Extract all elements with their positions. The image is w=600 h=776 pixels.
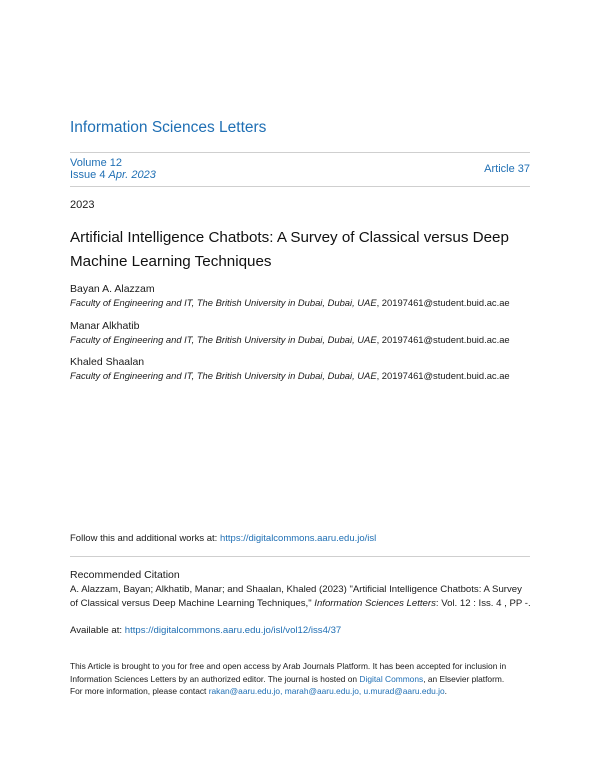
available-link[interactable]: https://digitalcommons.aaru.edu.jo/isl/vol12/iss4/37 (124, 625, 342, 636)
contact-email-link[interactable]: rakan@aaru.edu.jo, marah@aaru.edu.jo, u.murad@aaru.edu.jo (208, 686, 445, 696)
citation-body: A. Alazzam, Bayan; Alkhatib, Manar; and Shaalan, Khaled (2023) "Artificial Intelligence Chatbots: A Survey of Classical versus Deep Machine Learning Techniques," (70, 584, 522, 609)
issue-date: Apr. 2023 (108, 169, 156, 181)
available-line (70, 625, 341, 636)
affiliation-comma: , (376, 370, 380, 381)
notice-text: This Article is brought to you for free and open access by Arab Journals Platform. It has been accepted for inclusion in Information Sciences Letters by an authorized editor. The journal is hosted on (70, 661, 507, 684)
header-divider (70, 152, 530, 153)
author-affiliation (70, 334, 510, 345)
journal-title-link[interactable]: Information Sciences Letters (70, 119, 267, 136)
author-name: Khaled Shaalan (70, 356, 145, 368)
affiliation-text: Faculty of Engineering and IT, The British University in Dubai, Dubai, UAE (70, 297, 377, 308)
article-number[interactable]: Article 37 (484, 163, 530, 175)
digital-commons-link[interactable]: Digital Commons (359, 673, 424, 684)
volume-divider (70, 186, 530, 187)
author-email[interactable]: 20197461@student.buid.ac.ae (381, 297, 510, 308)
citation-divider (70, 556, 530, 557)
author-affiliation (70, 297, 510, 308)
follow-line (70, 533, 376, 544)
follow-label: Follow this and additional works at: (70, 533, 218, 544)
notice-end: . (444, 686, 447, 696)
follow-link[interactable]: https://digitalcommons.aaru.edu.jo/isl (219, 533, 377, 544)
author-email[interactable]: 20197461@student.buid.ac.ae (381, 370, 510, 381)
author-name: Bayan A. Alazzam (70, 283, 155, 295)
issue-label[interactable] (70, 169, 156, 181)
access-notice (70, 660, 510, 698)
affiliation-comma: , (376, 334, 380, 345)
available-label: Available at: (70, 625, 123, 636)
issue-number: Issue 4 (70, 169, 106, 181)
citation-journal: Information Sciences Letters (314, 598, 436, 609)
affiliation-text: Faculty of Engineering and IT, The British University in Dubai, Dubai, UAE (70, 370, 377, 381)
author-affiliation (70, 370, 510, 381)
volume-label[interactable]: Volume 12 (70, 157, 122, 169)
affiliation-comma: , (376, 297, 380, 308)
author-email[interactable]: 20197461@student.buid.ac.ae (381, 334, 510, 345)
paper-title: Artificial Intelligence Chatbots: A Survey of Classical versus Deep Machine Learning Techniques (70, 229, 509, 270)
notice-text: , an Elsevier platform. For more information, please contact (70, 673, 505, 696)
author-name: Manar Alkhatib (70, 320, 140, 332)
citation-volume: : Vol. 12 : Iss. 4 , PP -. (435, 598, 531, 609)
citation-heading: Recommended Citation (70, 569, 180, 581)
affiliation-text: Faculty of Engineering and IT, The British University in Dubai, Dubai, UAE (70, 334, 377, 345)
publication-year: 2023 (70, 199, 95, 211)
citation-text (70, 583, 532, 611)
